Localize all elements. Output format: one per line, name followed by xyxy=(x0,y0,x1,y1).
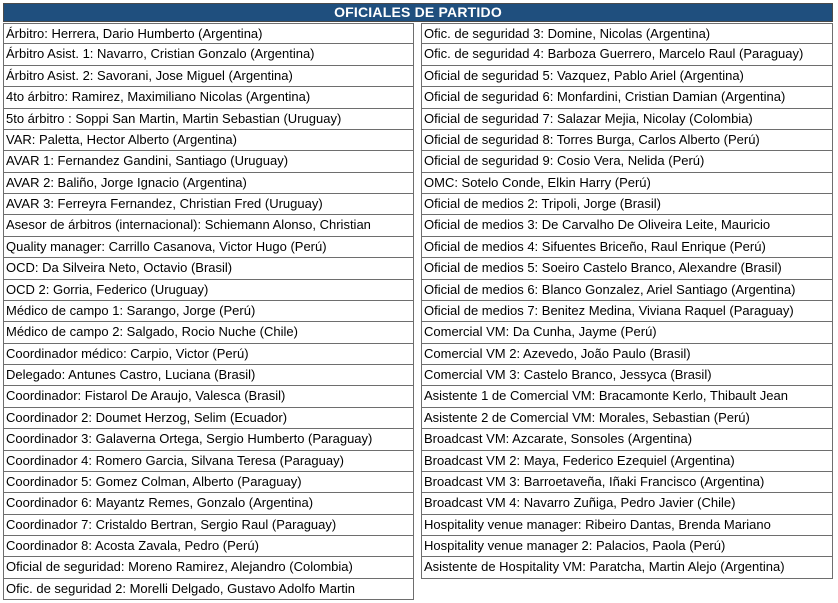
official-entry: Coordinador 2: Doumet Herzog, Selim (Ecuador) xyxy=(3,408,414,429)
official-entry: Oficial de seguridad: Moreno Ramirez, Alejandro (Colombia) xyxy=(3,557,414,578)
official-entry: Hospitality venue manager: Ribeiro Dantas, Brenda Mariano xyxy=(421,515,833,536)
official-entry: AVAR 1: Fernandez Gandini, Santiago (Uruguay) xyxy=(3,151,414,172)
official-entry: Médico de campo 2: Salgado, Rocio Nuche (Chile) xyxy=(3,322,414,343)
official-entry: Quality manager: Carrillo Casanova, Victor Hugo (Perú) xyxy=(3,237,414,258)
official-entry: Asistente 2 de Comercial VM: Morales, Sebastian (Perú) xyxy=(421,408,833,429)
official-entry: Coordinador: Fistarol De Araujo, Valesca (Brasil) xyxy=(3,386,414,407)
official-entry: Broadcast VM: Azcarate, Sonsoles (Argentina) xyxy=(421,429,833,450)
official-entry: 5to árbitro : Soppi San Martin, Martin Sebastian (Uruguay) xyxy=(3,109,414,130)
official-entry: Comercial VM: Da Cunha, Jayme (Perú) xyxy=(421,322,833,343)
official-entry: Oficial de seguridad 9: Cosio Vera, Nelida (Perú) xyxy=(421,151,833,172)
official-entry: Broadcast VM 2: Maya, Federico Ezequiel (Argentina) xyxy=(421,451,833,472)
official-entry: OCD 2: Gorria, Federico (Uruguay) xyxy=(3,280,414,301)
official-entry: Coordinador 7: Cristaldo Bertran, Sergio Raul (Paraguay) xyxy=(3,515,414,536)
official-entry: Comercial VM 3: Castelo Branco, Jessyca (Brasil) xyxy=(421,365,833,386)
official-entry: Oficial de medios 6: Blanco Gonzalez, Ariel Santiago (Argentina) xyxy=(421,280,833,301)
official-entry: Ofic. de seguridad 4: Barboza Guerrero, Marcelo Raul (Paraguay) xyxy=(421,44,833,65)
official-entry: Delegado: Antunes Castro, Luciana (Brasil) xyxy=(3,365,414,386)
officials-left-column xyxy=(3,23,414,600)
official-entry: AVAR 3: Ferreyra Fernandez, Christian Fred (Uruguay) xyxy=(3,194,414,215)
official-entry: Hospitality venue manager 2: Palacios, Paola (Perú) xyxy=(421,536,833,557)
official-entry: Oficial de seguridad 5: Vazquez, Pablo Ariel (Argentina) xyxy=(421,66,833,87)
officials-table-title: OFICIALES DE PARTIDO xyxy=(3,3,833,22)
official-entry: Coordinador médico: Carpio, Victor (Perú) xyxy=(3,344,414,365)
official-entry: Médico de campo 1: Sarango, Jorge (Perú) xyxy=(3,301,414,322)
official-entry: Árbitro Asist. 2: Savorani, Jose Miguel (Argentina) xyxy=(3,66,414,87)
official-entry: Oficial de seguridad 6: Monfardini, Cristian Damian (Argentina) xyxy=(421,87,833,108)
official-entry: Coordinador 4: Romero Garcia, Silvana Teresa (Paraguay) xyxy=(3,451,414,472)
official-entry: Oficial de medios 4: Sifuentes Briceño, Raul Enrique (Perú) xyxy=(421,237,833,258)
official-entry: Broadcast VM 4: Navarro Zuñiga, Pedro Javier (Chile) xyxy=(421,493,833,514)
official-entry: Árbitro: Herrera, Dario Humberto (Argentina) xyxy=(3,23,414,44)
official-entry: Ofic. de seguridad 3: Domine, Nicolas (Argentina) xyxy=(421,23,833,44)
official-entry: Coordinador 3: Galaverna Ortega, Sergio Humberto (Paraguay) xyxy=(3,429,414,450)
official-entry: Oficial de medios 7: Benitez Medina, Viviana Raquel (Paraguay) xyxy=(421,301,833,322)
official-entry: Coordinador 8: Acosta Zavala, Pedro (Perú) xyxy=(3,536,414,557)
official-entry: VAR: Paletta, Hector Alberto (Argentina) xyxy=(3,130,414,151)
official-entry: Broadcast VM 3: Barroetaveña, Iñaki Francisco (Argentina) xyxy=(421,472,833,493)
official-entry: Oficial de medios 5: Soeiro Castelo Branco, Alexandre (Brasil) xyxy=(421,258,833,279)
official-entry: Asesor de árbitros (internacional): Schiemann Alonso, Christian xyxy=(3,215,414,236)
official-entry: Oficial de seguridad 7: Salazar Mejia, Nicolay (Colombia) xyxy=(421,109,833,130)
official-entry: Oficial de medios 2: Tripoli, Jorge (Brasil) xyxy=(421,194,833,215)
officials-right-column xyxy=(421,23,833,579)
official-entry: Oficial de seguridad 8: Torres Burga, Carlos Alberto (Perú) xyxy=(421,130,833,151)
official-entry: OCD: Da Silveira Neto, Octavio (Brasil) xyxy=(3,258,414,279)
official-entry: 4to árbitro: Ramirez, Maximiliano Nicolas (Argentina) xyxy=(3,87,414,108)
official-entry: Asistente 1 de Comercial VM: Bracamonte Kerlo, Thibault Jean xyxy=(421,386,833,407)
official-entry: Oficial de medios 3: De Carvalho De Oliveira Leite, Mauricio xyxy=(421,215,833,236)
official-entry: Comercial VM 2: Azevedo, João Paulo (Brasil) xyxy=(421,344,833,365)
official-entry: Asistente de Hospitality VM: Paratcha, Martin Alejo (Argentina) xyxy=(421,557,833,578)
official-entry: Árbitro Asist. 1: Navarro, Cristian Gonzalo (Argentina) xyxy=(3,44,414,65)
official-entry: AVAR 2: Baliño, Jorge Ignacio (Argentina) xyxy=(3,173,414,194)
official-entry: Coordinador 5: Gomez Colman, Alberto (Paraguay) xyxy=(3,472,414,493)
official-entry: Coordinador 6: Mayantz Remes, Gonzalo (Argentina) xyxy=(3,493,414,514)
official-entry: Ofic. de seguridad 2: Morelli Delgado, Gustavo Adolfo Martin xyxy=(3,579,414,600)
official-entry: OMC: Sotelo Conde, Elkin Harry (Perú) xyxy=(421,173,833,194)
